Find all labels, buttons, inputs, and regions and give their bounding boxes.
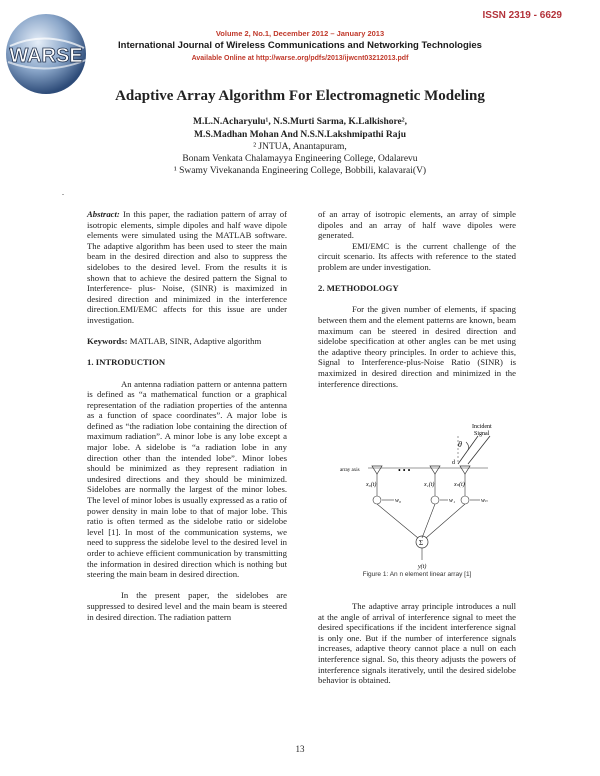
fig-label-array-axis: array axis (340, 468, 360, 473)
continued-text: of an array of isotropic elements, an array of simple dipoles and an array of half wave dipoles were generated. (318, 209, 516, 241)
methodology-paragraph-2: The adaptive array principle introduces a null at the angle of arrival of interference signal to meet the desired specifications if the incident interference signal is only one. But if the number of interference signals increases, adaptive theory cannot place a null on each interference signal. So, this theory adjusts the powers of interference signals iteratively, until the desired sidelobe behavior is obtained. (318, 601, 516, 686)
affiliation-3: ¹ Swamy Vivekananda Engineering College, Bobbili, kalavarai(V) (173, 166, 427, 176)
fig-label-signal: Signal (474, 431, 490, 437)
volume-line: Volume 2, No.1, December 2012 – January 2013 (215, 29, 385, 38)
fig-label-x0: x₀(t) (366, 482, 377, 488)
abstract-label: Abstract: (87, 209, 120, 219)
paper-title: Adaptive Array Algorithm For Electromagnetic Modeling (115, 88, 485, 104)
emi-paragraph: EMI/EMC is the current challenge of the circuit scenario. Its affects with reference to the stated problem are under investigation. (318, 240, 516, 272)
fig-label-xn: xₙ(t) (454, 482, 465, 488)
fig-label-w1: w₁ (449, 498, 456, 504)
authors-line-1: M.L.N.Acharyulu¹, N.S.Murti Sarma, K.Lalkishore², (192, 117, 407, 127)
issn: ISSN 2319 - 6629 (482, 10, 562, 21)
methodology-heading: 2. METHODOLOGY (318, 283, 399, 294)
keywords-text: MATLAB, SINR, Adaptive algorithm (129, 336, 262, 347)
stray-mark: . (62, 188, 64, 197)
page-number: 13 (295, 744, 305, 754)
right-column (318, 209, 516, 389)
intro-paragraph-2: In the present paper, the sidelobes are suppressed to desired level and the main beam is steered in desired direction. The radiation pattern (87, 590, 287, 622)
authors-line-2: M.S.Madhan Mohan And N.S.N.Lakshmipathi Raju (194, 130, 406, 140)
intro-paragraph-1: An antenna radiation pattern or antenna pattern is defined as “a mathematical function or a graphical representation of the radiation properties of the antenna as a function of space coordinates”. A major lobe is defined as “the radiation lobe containing the direction of maximum radiation”. A minor lobe is any lobe except a major lobe. A sidelobe is “a radiation lobe in any direction other than the intended lobe”. Minor lobes should be minimized as they represent radiation in undesired directions and they should be minimized. Sidelobes are normally the largest of the minor lobes. The level of minor lobes is usually expressed as a ratio of power density in main lobe to that of major lobe. This ratio is often termed as the sidelobe ratio or sidelobe level [1]. In most of the communication systems, we need to suppress the sidelobe level to the desired level in order to achieve efficient communication by transmitting the information in desired direction which is nothing but steering the main beam in desired direction. (87, 378, 287, 580)
abstract-text: In this paper, the radiation pattern of array of isotropic elements, simple dipoles and half wave dipole elements were simulated using the MATLAB software. The adaptive algorithm has been used to steer the main beam in the desired direction and also to suppress the sidelobes to the desired level. From the results it is shown that to achieve the desired pattern the Signal to Interference- plus- Noise, (SINR) is maximized in desired direction and minimized in the interference direction.EMI/EMC affects for this issue are under investigation. (87, 209, 287, 325)
journal-name: International Journal of Wireless Communications and Networking Technologies (118, 40, 482, 51)
affiliation-1: ² JNTUA, Anantapuram, (253, 142, 347, 152)
methodology-paragraph-1: For the given number of elements, if spacing between them and the element patterns are known, beam maximum can be steered in desired direction and sidelobe specification at other angles can be met using the adaptive theory principles. In order to achieve this, Signal to Interference-plus-Noise Ratio (SINR) is maximized in desired direction and minimized in the interference directions. (318, 304, 516, 389)
figure-caption: Figure 1: An n element linear array [1] (362, 571, 472, 578)
fig-label-theta: θ (458, 440, 462, 449)
fig-label-output: y(t) (418, 564, 427, 570)
fig-label-wn: wₙ (481, 498, 488, 504)
online-url[interactable]: Available Online at http://warse.org/pdfs/2013/ijwcnt03212013.pdf (191, 55, 409, 62)
svg-text:• • •: • • • (398, 466, 411, 475)
intro-heading: 1. INTRODUCTION (87, 357, 166, 368)
fig-label-d: d (452, 460, 455, 466)
fig-label-x1: x₁(t) (424, 482, 435, 488)
figure-1-linear-array (318, 420, 516, 585)
logo-text: WARSE (9, 45, 83, 67)
keywords (87, 336, 287, 347)
fig-label-incident: Incident (472, 424, 492, 430)
right-column-lower (318, 601, 516, 686)
abstract (87, 209, 287, 326)
left-column (87, 209, 287, 622)
fig-label-sum: Σ (419, 539, 424, 547)
affiliation-2: Bonam Venkata Chalamayya Engineering College, Odalarevu (182, 154, 418, 164)
fig-label-w0: w₀ (395, 498, 402, 504)
keywords-label: Keywords: (87, 336, 128, 347)
warse-logo (0, 10, 100, 94)
